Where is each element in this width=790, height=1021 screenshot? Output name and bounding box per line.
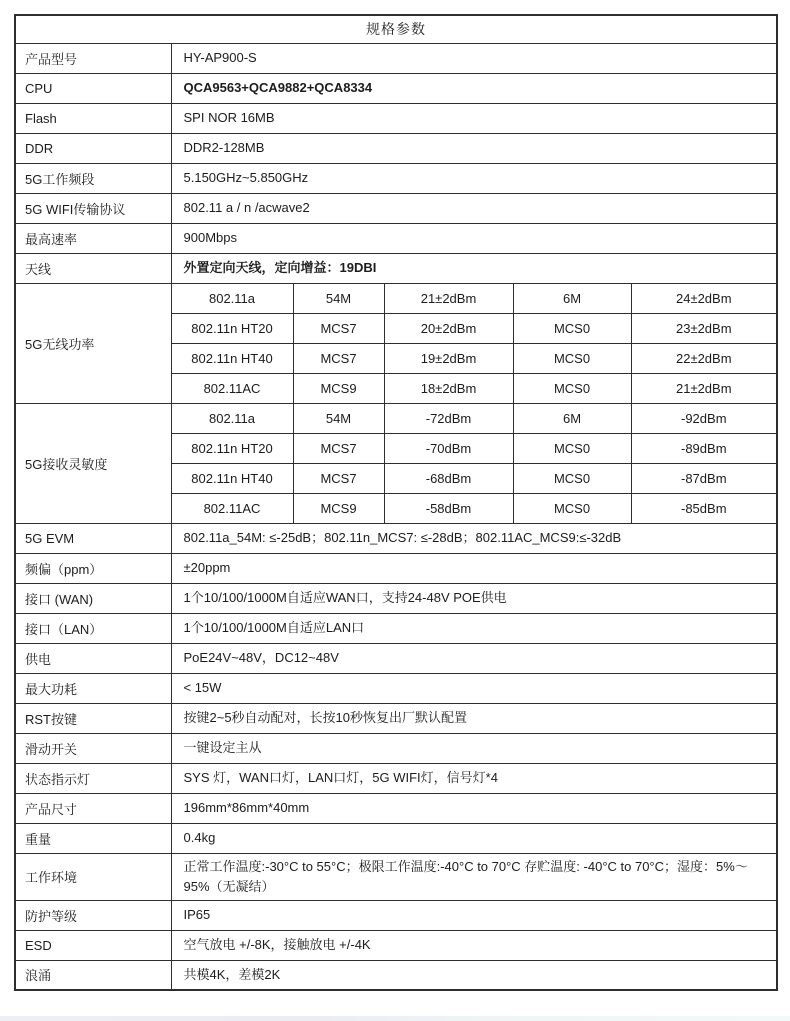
spec-matrix-cell: 6M [513, 283, 631, 313]
spec-label: 天线 [15, 253, 171, 283]
table-header-row [15, 15, 777, 43]
spec-row [15, 703, 777, 733]
spec-value: SYS 灯，WAN口灯，LAN口灯，5G WIFI灯，信号灯*4 [171, 763, 777, 793]
spec-row [15, 553, 777, 583]
spec-value: 802.11a_54M: ≤-25dB；802.11n_MCS7: ≤-28dB；802.11AC_MCS9:≤-32dB [171, 523, 777, 553]
spec-label: 产品型号 [15, 43, 171, 73]
spec-row [15, 253, 777, 283]
spec-value: 5.150GHz~5.850GHz [171, 163, 777, 193]
spec-label: 接口（LAN） [15, 613, 171, 643]
spec-value: 1个10/100/1000M自适应LAN口 [171, 613, 777, 643]
spec-matrix-cell: 802.11a [171, 403, 293, 433]
spec-row [15, 643, 777, 673]
spec-value: < 15W [171, 673, 777, 703]
spec-row [15, 930, 777, 960]
spec-matrix-cell: 21±2dBm [384, 283, 513, 313]
spec-matrix-cell: 54M [293, 283, 384, 313]
spec-value: ±20ppm [171, 553, 777, 583]
spec-value: QCA9563+QCA9882+QCA8334 [171, 73, 777, 103]
spec-matrix-cell: MCS0 [513, 373, 631, 403]
spec-matrix-cell: 22±2dBm [631, 343, 777, 373]
spec-label: DDR [15, 133, 171, 163]
spec-matrix-cell: -72dBm [384, 403, 513, 433]
spec-value: IP65 [171, 900, 777, 930]
spec-matrix-cell: -85dBm [631, 493, 777, 523]
spec-row [15, 733, 777, 763]
spec-label: 5G无线功率 [15, 283, 171, 403]
spec-matrix-cell: 23±2dBm [631, 313, 777, 343]
spec-matrix-cell: 802.11n HT40 [171, 343, 293, 373]
spec-label: 浪涌 [15, 960, 171, 990]
spec-matrix-cell: MCS9 [293, 493, 384, 523]
spec-row [15, 900, 777, 930]
spec-label: 滑动开关 [15, 733, 171, 763]
spec-value: 按键2~5秒自动配对，长按10秒恢复出厂默认配置 [171, 703, 777, 733]
spec-matrix-cell: 802.11n HT20 [171, 313, 293, 343]
spec-row [15, 853, 777, 900]
spec-label: 产品尺寸 [15, 793, 171, 823]
spec-label: ESD [15, 930, 171, 960]
spec-label: 接口 (WAN) [15, 583, 171, 613]
spec-value: 外置定向天线，定向增益：19DBI [171, 253, 777, 283]
spec-row [15, 583, 777, 613]
spec-matrix-cell: 21±2dBm [631, 373, 777, 403]
spec-matrix-cell: 802.11n HT20 [171, 433, 293, 463]
spec-table-body [15, 43, 777, 990]
spec-value: 空气放电 +/-8K，接触放电 +/-4K [171, 930, 777, 960]
spec-matrix-cell: MCS0 [513, 433, 631, 463]
spec-label: 工作环境 [15, 853, 171, 900]
spec-value: 正常工作温度:-30°C to 55°C；极限工作温度:-40°C to 70°C 存贮温度: -40°C to 70°C；湿度：5%～95%（无凝结） [171, 853, 777, 900]
spec-matrix-cell: 20±2dBm [384, 313, 513, 343]
spec-label: 最高速率 [15, 223, 171, 253]
spec-label: 防护等级 [15, 900, 171, 930]
spec-matrix-cell: 54M [293, 403, 384, 433]
spec-value: PoE24V~48V，DC12~48V [171, 643, 777, 673]
spec-matrix-row [15, 403, 777, 433]
spec-row [15, 133, 777, 163]
spec-row [15, 223, 777, 253]
spec-matrix-cell: -89dBm [631, 433, 777, 463]
spec-row [15, 793, 777, 823]
spec-label: 5G工作频段 [15, 163, 171, 193]
spec-value: 一键设定主从 [171, 733, 777, 763]
spec-label: 供电 [15, 643, 171, 673]
spec-label: RST按键 [15, 703, 171, 733]
spec-row [15, 673, 777, 703]
spec-matrix-cell: -87dBm [631, 463, 777, 493]
spec-row [15, 193, 777, 223]
spec-label: 最大功耗 [15, 673, 171, 703]
spec-row [15, 960, 777, 990]
spec-value: DDR2-128MB [171, 133, 777, 163]
spec-label: 重量 [15, 823, 171, 853]
spec-row [15, 763, 777, 793]
spec-value: 900Mbps [171, 223, 777, 253]
spec-label: CPU [15, 73, 171, 103]
spec-matrix-cell: MCS7 [293, 313, 384, 343]
spec-row [15, 103, 777, 133]
spec-label: 5G WIFI传输协议 [15, 193, 171, 223]
spec-matrix-row [15, 283, 777, 313]
spec-matrix-cell: MCS0 [513, 313, 631, 343]
spec-label: 5G接收灵敏度 [15, 403, 171, 523]
spec-value: 196mm*86mm*40mm [171, 793, 777, 823]
spec-row [15, 73, 777, 103]
spec-value: SPI NOR 16MB [171, 103, 777, 133]
spec-row [15, 43, 777, 73]
spec-row [15, 163, 777, 193]
spec-matrix-cell: MCS0 [513, 493, 631, 523]
spec-row [15, 523, 777, 553]
table-title: 规格参数 [15, 15, 777, 43]
spec-label: Flash [15, 103, 171, 133]
spec-table [14, 14, 778, 991]
spec-matrix-cell: -58dBm [384, 493, 513, 523]
spec-value: 802.11 a / n /acwave2 [171, 193, 777, 223]
spec-value: 0.4kg [171, 823, 777, 853]
spec-matrix-cell: 24±2dBm [631, 283, 777, 313]
spec-matrix-cell: MCS7 [293, 343, 384, 373]
bottom-strip [0, 1016, 790, 1021]
spec-matrix-cell: 6M [513, 403, 631, 433]
spec-value: 1个10/100/1000M自适应WAN口，支持24-48V POE供电 [171, 583, 777, 613]
spec-matrix-cell: 802.11a [171, 283, 293, 313]
spec-matrix-cell: MCS7 [293, 433, 384, 463]
spec-matrix-cell: 802.11n HT40 [171, 463, 293, 493]
spec-value: HY-AP900-S [171, 43, 777, 73]
spec-row [15, 613, 777, 643]
spec-matrix-cell: 802.11AC [171, 493, 293, 523]
spec-matrix-cell: 802.11AC [171, 373, 293, 403]
spec-row [15, 823, 777, 853]
spec-label: 状态指示灯 [15, 763, 171, 793]
spec-matrix-cell: MCS0 [513, 463, 631, 493]
spec-matrix-cell: -68dBm [384, 463, 513, 493]
spec-label: 频偏（ppm） [15, 553, 171, 583]
spec-matrix-cell: 18±2dBm [384, 373, 513, 403]
spec-matrix-cell: MCS7 [293, 463, 384, 493]
spec-label: 5G EVM [15, 523, 171, 553]
spec-matrix-cell: MCS9 [293, 373, 384, 403]
spec-value: 共模4K，差模2K [171, 960, 777, 990]
spec-matrix-cell: 19±2dBm [384, 343, 513, 373]
spec-matrix-cell: -70dBm [384, 433, 513, 463]
spec-matrix-cell: -92dBm [631, 403, 777, 433]
spec-matrix-cell: MCS0 [513, 343, 631, 373]
